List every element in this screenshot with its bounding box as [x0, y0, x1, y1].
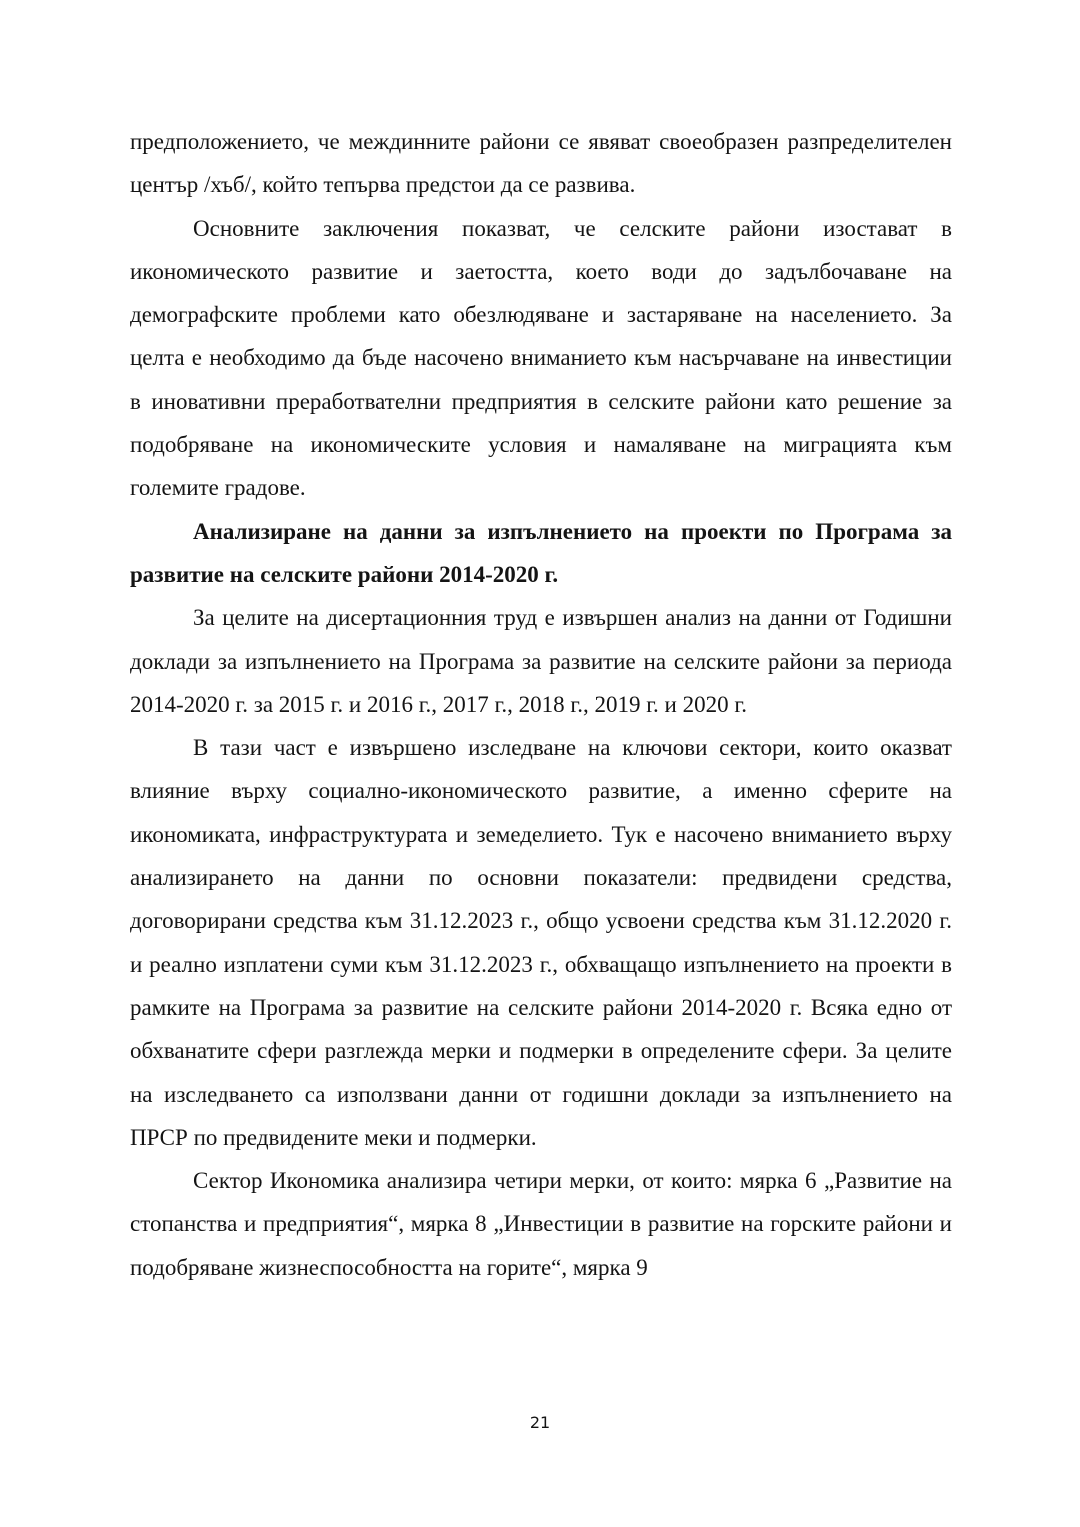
paragraph-data-sources: За целите на дисертационния труд е извършен анализ на данни от Годишни доклади за изпълнението на Програма за развитие на селските райони за периода 2014-2020 г. за 2015 г. и 2016 г., 2017 г., 2018 г., 2019 г. и 2020 г.: [130, 605, 952, 717]
paragraph-conclusions: Основните заключения показват, че селските райони изостават в икономическото развитие и заетостта, което води до задълбочаване на демографските проблеми като обезлюдяване и застаряване на населението. За целта е необходимо да бъде насочено вниманието към насърчаване на инвестиции в иновативни преработвателни предприятия в селските райони като решение за подобряване на икономическите условия и намаляване на миграцията към големите градове.: [130, 215, 952, 501]
document-body: [130, 120, 952, 1289]
section-heading: Анализиране на данни за изпълнението на проекти по Програма за развитие на селските райони 2014-2020 г.: [130, 518, 952, 587]
paragraph-key-sectors: В тази част е извършено изследване на ключови сектори, които оказват влияние върху социално-икономическото развитие, а именно сферите на икономиката, инфраструктурата и земеделието. Тук е насочено вниманието върху анализирането на данни по основни показатели: предвидени средства, договорирани средства към 31.12.2023 г., общо усвоени средства към 31.12.2020 г. и реално изплатени суми към 31.12.2023 г., обхващащо изпълнението на проекти в рамките на Програма за развитие на селските райони 2014-2020 г. Всяка едно от обхванатите сфери разглежда мерки и подмерки в определените сфери. За целите на изследването са използвани данни от годишни доклади за изпълнението на ПРСР по предвидените меки и подмерки.: [130, 735, 952, 1150]
paragraph-continuation: предположението, че междинните райони се явяват своеобразен разпределителен център /хъб/, който тепърва предстои да се развива.: [130, 129, 952, 198]
paragraph-economy-sector: Сектор Икономика анализира четири мерки, от които: мярка 6 „Развитие на стопанства и предприятия“, мярка 8 „Инвестиции в развитие на горските райони и подобряване жизнеспособността на горите“, мярка 9: [130, 1168, 952, 1280]
page-number: 21: [529, 1413, 551, 1432]
